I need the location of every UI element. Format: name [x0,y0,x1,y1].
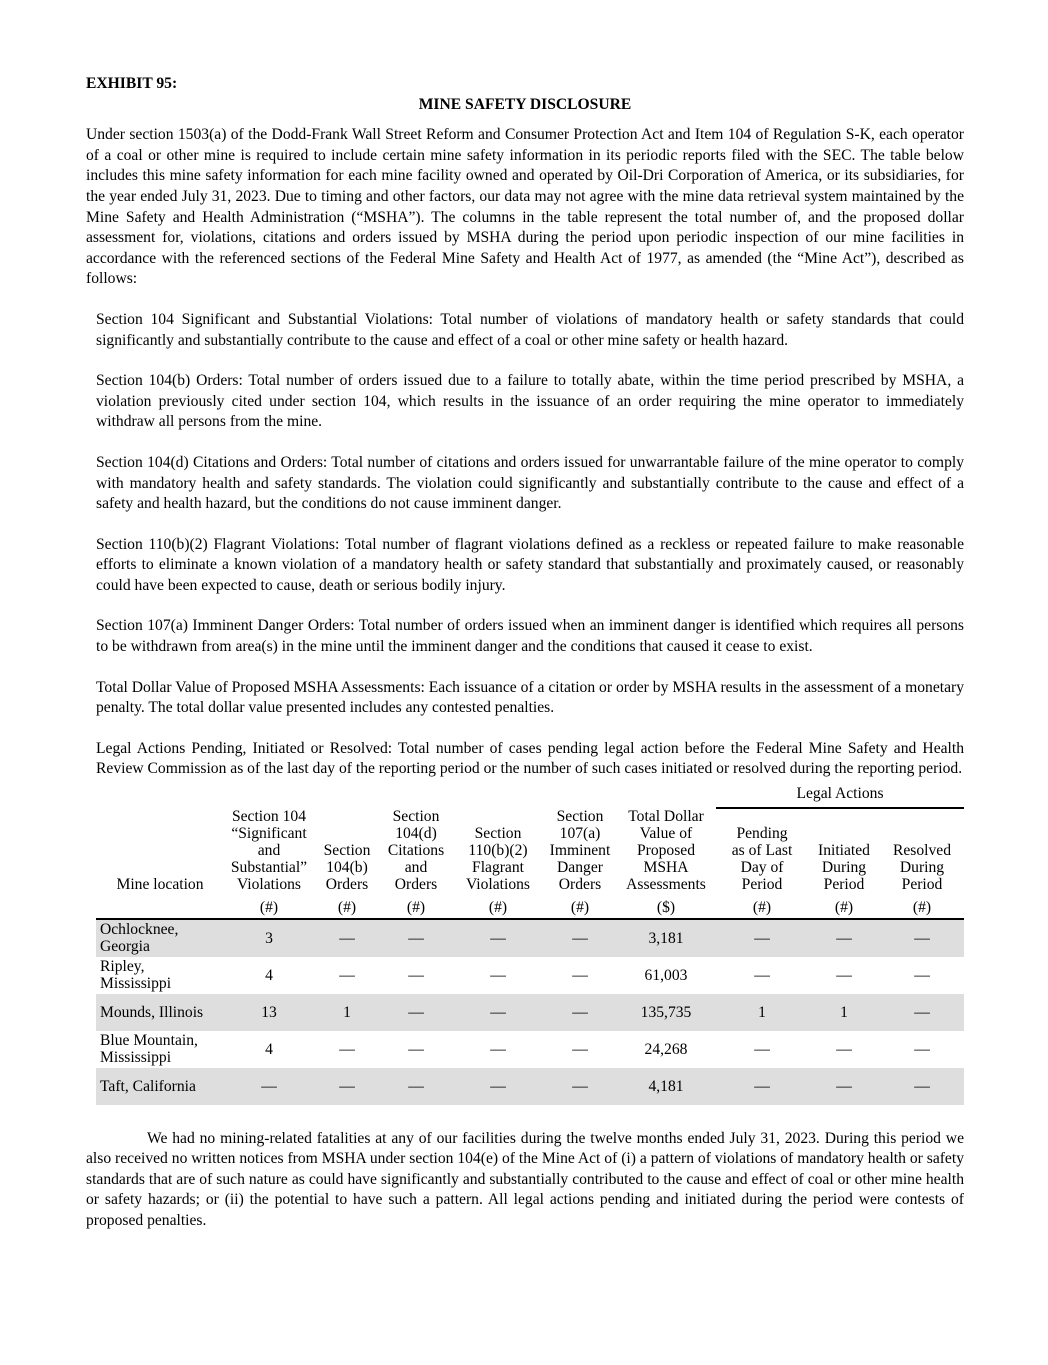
table-row [96,1068,964,1105]
column-header-line: 107(a) [559,824,601,842]
column-header-line: “Significant [231,824,307,842]
column-header-line: Section 104 [231,807,307,825]
column-unit: (#) [544,896,616,919]
table-cell: — [314,1068,380,1105]
table-cell: — [408,1040,424,1058]
definition-item: Section 104 Significant and Substantial Violations: Total number of violations of mandatory health or safety standards that could significantly and substantially contribute to the cause and effect of a coal or other mine safety or health hazard. [96,310,964,349]
table-cell: — [339,1040,355,1058]
column-header-line: Violations [465,876,531,894]
table-cell: — [544,1068,616,1105]
mine-location-line: Georgia [100,938,150,956]
table-cell: — [880,919,964,957]
mine-location-line: Mississippi [100,1049,172,1067]
column-header-line: Danger [557,859,603,877]
column-unit: (#) [880,896,964,919]
column-header-line: Orders [325,876,369,894]
table-cell: — [880,1068,964,1105]
definition-item: Section 110(b)(2) Flagrant Violations: Total number of flagrant violations defined as a reckless or repeated failure to make reasonable efforts to eliminate a known violation of a mandatory health or safety standard that substantially and proximately caused, or reasonably could have been expected to cause, death or serious bodily injury. [96,535,964,594]
mine-location-cell [96,994,224,1031]
table-cell: 4 [265,1040,273,1058]
table-cell: — [380,919,452,957]
mine-location-cell [96,957,224,994]
mine-location-header: Mine location [116,876,204,894]
table-cell: — [224,1068,314,1105]
column-unit: (#) [224,896,314,919]
column-header-line: Orders [558,876,602,894]
table-cell: 1 [314,994,380,1031]
column-unit: (#) [380,896,452,919]
mine-location-line: Ochlocknee, [100,921,179,939]
table-cell: — [380,1068,452,1105]
table-cell: 13 [224,994,314,1031]
table-cell: — [572,1040,588,1058]
column-header-line: and [257,842,281,860]
table-cell: — [914,1040,930,1058]
mine-location-line: Taft, California [100,1077,196,1095]
column-header-line: Pending [736,824,788,842]
mine-safety-table [96,784,964,1105]
column-header-line: Proposed [636,842,696,860]
column-unit: ($) [616,896,716,919]
table-cell: 3 [224,919,314,957]
column-header [716,808,808,896]
column-header-line: Flagrant [472,859,524,877]
definition-item: Legal Actions Pending, Initiated or Resolved: Total number of cases pending legal action before the Federal Mine Safety and Health Review Commission as of the last day of the reporting period or the number of such cases initiated or resolved during the reporting period. [96,739,964,778]
mine-location-cell [96,1031,224,1068]
column-header-line: During [899,859,945,877]
table-cell: 24,268 [644,1040,688,1058]
table-cell: — [836,1040,852,1058]
definition-item: Section 107(a) Imminent Danger Orders: Total number of orders issued when an imminent danger is identified which requires all persons to be withdrawn from area(s) in the mine until the imminent danger and the conditions that caused it cease to exist. [96,617,964,656]
column-unit: (#) [716,896,808,919]
table-cell: 3,181 [616,919,716,957]
table-row [96,994,964,1031]
document-page [86,74,964,1232]
mine-location-line: Blue Mountain, [100,1032,198,1050]
column-header-line: Initiated [818,842,870,860]
table-row [96,957,964,994]
table-cell: 135,735 [616,994,716,1031]
table-cell: — [836,966,852,984]
table-cell: — [490,1040,506,1058]
column-header [314,808,380,896]
definition-item: Section 104(d) Citations and Orders: Total number of citations and orders issued for unwarrantable failure of the mine operator to comply with mandatory health and safety standards. The violation could significantly and substantially contribute to the cause and effect of a safety and health hazard, but the conditions do not cause imminent danger. [96,453,964,513]
exhibit-heading: EXHIBIT 95: [86,75,178,92]
table-cell: — [314,919,380,957]
column-header-line: Day of [740,859,784,877]
mine-location-cell [96,919,224,957]
table-row [96,1031,964,1068]
table-cell: — [572,966,588,984]
table-cell: — [452,1068,544,1105]
table-cell: 61,003 [644,966,688,984]
column-header [452,808,544,896]
table-cell: 4 [265,966,273,984]
column-header-line: Period [741,876,783,894]
column-header-line: and [404,859,428,877]
column-header-line: 104(b) [326,859,368,877]
table-cell: — [754,1040,770,1058]
mine-location-cell [96,1068,224,1105]
table-cell: — [808,919,880,957]
table-cell: — [380,994,452,1031]
definition-item: Total Dollar Value of Proposed MSHA Assessments: Each issuance of a citation or order by MSHA results in the assessment of a monetary penalty. The total dollar value presented includes any contested penalties. [96,678,964,717]
column-header-line: Value of [639,824,693,842]
table-cell: — [408,966,424,984]
column-header-line: Imminent [549,842,611,860]
definitions-list [86,310,964,780]
column-header-line: Section [556,807,604,825]
column-header-line: Period [823,876,865,894]
table-cell: 4,181 [616,1068,716,1105]
column-header-line: Total Dollar [628,807,704,825]
table-cell: — [339,966,355,984]
table-cell: — [716,919,808,957]
column-header-line: 110(b)(2) [468,842,528,860]
column-header-line: as of Last [731,842,793,860]
intro-paragraph: Under section 1503(a) of the Dodd-Frank Wall Street Reform and Consumer Protection Act and Item 104 of Regulation S-K, each operator of a coal or other mine is required to include certain mine safety information in its periodic reports filed with the SEC. The table below includes this mine safety information for each mine facility owned and operated by Oil-Dri Corporation of America, or its subsidiaries, for the year ended July 31, 2023. Due to timing and other factors, our data may not agree with the mine data retrieval system maintained by the Mine Safety and Health Administration (“MSHA”). The columns in the table represent the total number of, and the proposed dollar assessment for, violations, citations and orders issued by MSHA during the period upon periodic inspection of our mine facilities in accordance with the referenced sections of the Federal Mine Safety and Health Act of 1977, as amended (the “Mine Act”), described as follows: [86,126,964,288]
table-cell: — [452,994,544,1031]
column-header-line: Substantial” [230,859,308,877]
definition-item: Section 104(b) Orders: Total number of orders issued due to a failure to totally abate, within the time period prescribed by MSHA, a violation previously cited under section 104, which results in the issuance of an order requiring the mine operator to immediately withdraw all persons from the mine. [96,372,964,431]
column-header-line: Period [901,876,943,894]
column-header-line: 104(d) [395,824,437,842]
column-header-line: MSHA [643,859,689,877]
column-unit: (#) [314,896,380,919]
column-header [880,808,964,896]
table-cell: — [544,994,616,1031]
legal-actions-group-header: Legal Actions [716,784,964,808]
column-header-line: During [821,859,867,877]
column-header-line: Resolved [892,842,952,860]
table-cell: — [880,994,964,1031]
mine-location-line: Mounds, Illinois [100,1003,204,1021]
column-header-line: Assessments [626,876,706,894]
table-cell: 1 [716,994,808,1031]
column-header [808,808,880,896]
table-cell: — [754,966,770,984]
mine-location-line: Ripley, [100,958,145,976]
mine-location-line: Mississippi [100,975,172,993]
table-cell: — [808,1068,880,1105]
column-header-line: Citations [387,842,445,860]
document-title: MINE SAFETY DISCLOSURE [418,95,632,113]
table-cell: — [914,966,930,984]
column-header-line: Section [323,842,371,860]
table-cell: — [452,919,544,957]
column-header [544,808,616,896]
column-header-line: Violations [236,876,302,894]
column-header [616,808,716,896]
table-cell: — [544,919,616,957]
column-header [224,808,314,896]
column-header-line: Orders [394,876,438,894]
table-row [96,919,964,957]
column-header-line: Section [474,824,522,842]
table-cell: — [716,1068,808,1105]
column-unit: (#) [808,896,880,919]
table-cell: 1 [808,994,880,1031]
column-header-line: Section [392,807,440,825]
column-unit: (#) [452,896,544,919]
table-cell: — [490,966,506,984]
closing-paragraph: We had no mining-related fatalities at any of our facilities during the twelve months ended July 31, 2023. During this period we also received no written notices from MSHA under section 104(e) of the Mine Act of (i) a pattern of violations of mandatory health or safety standards that are of such nature as could have significantly and substantially contributed to the cause and effect of coal or other mine health or safety hazards; or (ii) the potential to have such a pattern. All legal actions pending and initiated during the period were contests of proposed penalties. [86,1129,964,1230]
column-header [380,808,452,896]
